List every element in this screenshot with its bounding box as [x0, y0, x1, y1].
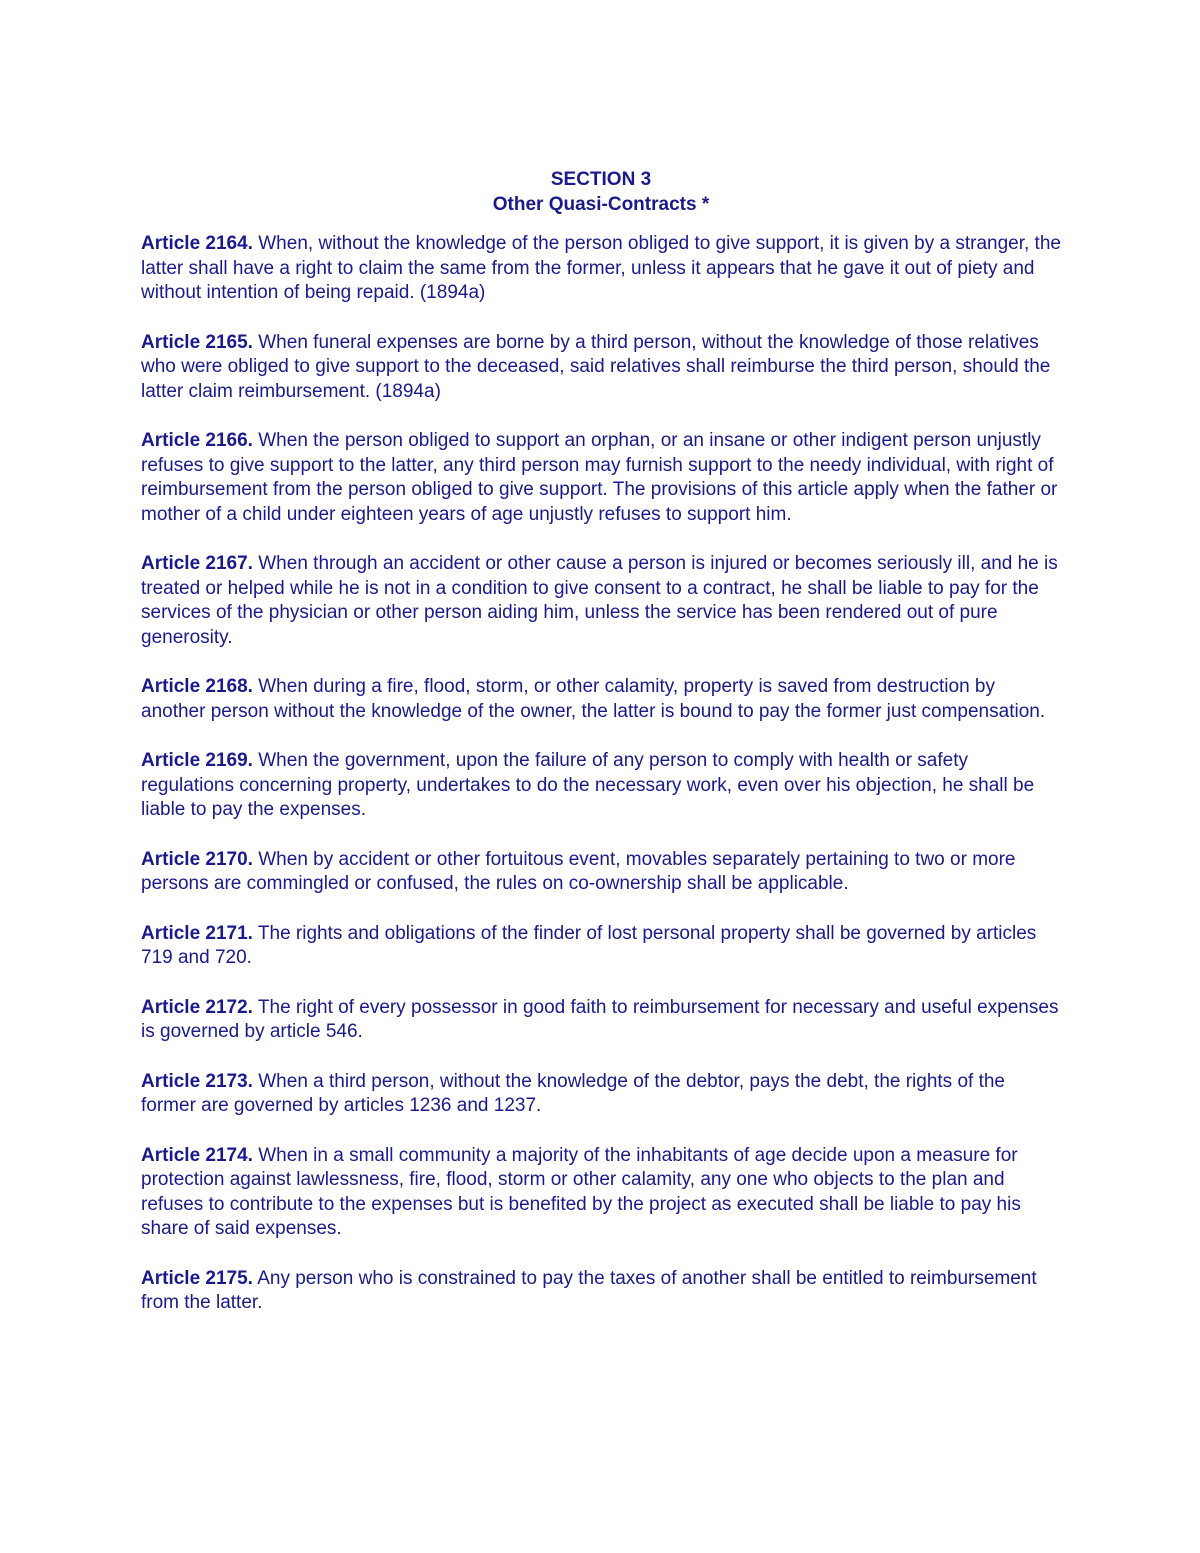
section-subtitle: Other Quasi-Contracts *: [492, 193, 710, 215]
article-label: Article 2173.: [141, 1070, 253, 1092]
article-text: When, without the knowledge of the person obliged to give support, it is given by a stranger, the latter shall have a right to claim the same from the former, unless it appears that he gave it out of piety and without intention of being repaid. (1894a): [141, 233, 1061, 303]
article-label: Article 2164.: [141, 233, 253, 254]
article-text: The rights and obligations of the finder of lost personal property shall be governed by articles 719 and 720.: [141, 922, 1037, 968]
article-label: Article 2174.: [141, 1144, 253, 1166]
article-text: Any person who is constrained to pay the taxes of another shall be entitled to reimbursement from the latter.: [141, 1267, 1037, 1313]
article-text: When during a fire, flood, storm, or other calamity, property is saved from destruction by another person without the knowledge of the owner, the latter is bound to pay the former just compensation.: [141, 676, 1046, 722]
article-2168: [141, 675, 1061, 724]
article-text: When through an accident or other cause a person is injured or becomes seriously ill, and he is treated or helped while he is not in a condition to give consent to a contract, he shall be liable to pay for the services of the physician or other person aiding him, unless the service has been rendered out of pure generosity.: [141, 553, 1058, 648]
article-label: Article 2169.: [141, 750, 253, 771]
article-text: When in a small community a majority of the inhabitants of age decide upon a measure for protection against lawlessness, fire, flood, storm or other calamity, any one who objects to the plan and refuses to contribute to the expenses but is benefited by the project as executed shall be liable to pay his share of said expenses.: [141, 1144, 1021, 1239]
article-label: Article 2175.: [141, 1267, 253, 1289]
article-label: Article 2172.: [141, 996, 253, 1018]
article-text: The right of every possessor in good faith to reimbursement for necessary and useful expenses is governed by article 546.: [141, 996, 1059, 1042]
article-text: When the person obliged to support an orphan, or an insane or other indigent person unjustly refuses to give support to the latter, any third person may furnish support to the needy individual, with right of reimbursement from the person obliged to give support. The provisions of this article apply when the father or mother of a child under eighteen years of age unjustly refuses to support him.: [141, 430, 1058, 525]
article-text: When the government, upon the failure of any person to comply with health or safety regulations concerning property, undertakes to do the necessary work, even over his objection, he shall be liable to pay the expenses.: [141, 750, 1035, 820]
article-label: Article 2170.: [141, 848, 253, 870]
document-body: [141, 168, 1061, 1341]
article-2172: [141, 996, 1061, 1045]
article-2167: [141, 552, 1061, 650]
section-heading: [141, 168, 1061, 217]
article-label: Article 2165.: [141, 331, 253, 353]
article-2173: [141, 1070, 1061, 1119]
article-label: Article 2166.: [141, 430, 253, 451]
article-2170: [141, 848, 1061, 897]
article-2171: [141, 922, 1061, 971]
article-label: Article 2167.: [141, 553, 253, 574]
article-text: When by accident or other fortuitous event, movables separately pertaining to two or more persons are commingled or confused, the rules on co-ownership shall be applicable.: [141, 848, 1016, 894]
section-title: SECTION 3: [550, 169, 652, 190]
article-2166: [141, 429, 1061, 527]
article-text: When funeral expenses are borne by a third person, without the knowledge of those relatives who were obliged to give support to the deceased, said relatives shall reimburse the third person, should the latter claim reimbursement. (1894a): [141, 331, 1051, 402]
article-2165: [141, 331, 1061, 405]
article-2175: [141, 1267, 1061, 1316]
article-2169: [141, 749, 1061, 823]
article-label: Article 2168.: [141, 676, 253, 697]
article-2174: [141, 1144, 1061, 1242]
article-2164: [141, 232, 1061, 306]
article-label: Article 2171.: [141, 922, 253, 944]
article-text: When a third person, without the knowledge of the debtor, pays the debt, the rights of the former are governed by articles 1236 and 1237.: [141, 1070, 1006, 1116]
